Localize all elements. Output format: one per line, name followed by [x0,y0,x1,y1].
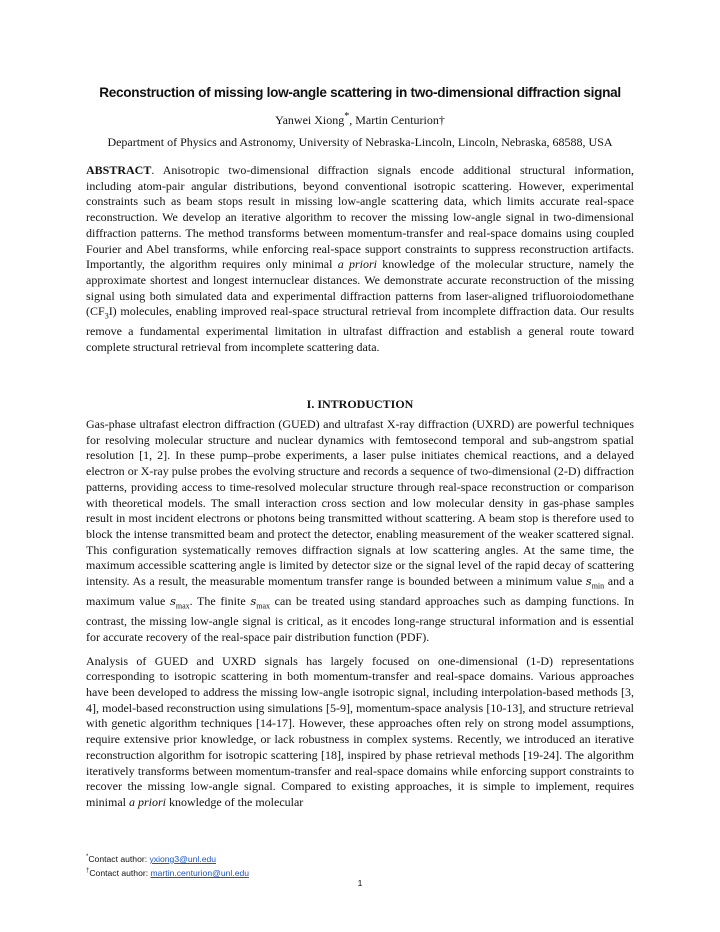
section-heading: I. INTRODUCTION [306,397,414,411]
author-list [86,108,634,129]
math-symbol: s [169,594,176,609]
footnote-label: Contact author: [88,853,150,864]
abstract-paragraph [86,163,634,356]
math-symbol: s [250,594,257,609]
intro-text: . The finite [189,594,251,609]
email-link[interactable]: martin.centurion@unl.edu [150,868,250,879]
intro-text: knowledge of the molecular [166,794,304,809]
footnote [86,851,486,865]
subscript: 3 [104,311,109,321]
paper-title: Reconstruction of missing low-angle scattering in two-dimensional diffraction signal [99,85,621,100]
math-symbol: s [585,574,592,589]
math-subscript: max [175,601,190,611]
footnote-label: Contact author: [89,868,151,879]
intro-text: and a maximum value [86,574,634,609]
author-name: Martin Centurion† [355,113,445,127]
intro-paragraph [86,417,634,646]
author-name: Yanwei Xiong [275,113,345,127]
page-number: 1 [357,878,363,888]
intro-text: Gas-phase ultrafast electron diffraction (GUED) and ultrafast X-ray diffraction (UXRD) are powerful techniques for resolving molecular structure and nuclear dynamics with femtosecond temporal and sub-angstrom spatial resolution [1, 2]. In these pump–probe experiments, a laser pulse initiates chemical reactions, and a delayed electron or X-ray pulse probes the evolving structure and records a sequence of two-dimensional (2-D) diffraction patterns, providing access to time-resolved molecular structure through real-space reconstruction or comparison with theoretical models. The small interaction cross section and low molecular density in gas-phase samples result in most incident electrons or photons being transmitted without scattering. A beam stop is therefore used to block the intense transmitted beam and protect the detector, enabling measurement of the weaker scattered signal. This configuration systematically removes diffraction signals at low scattering angles. At the same time, the maximum accessible scattering angle is limited by detector size or the signal level of the rapid decay of scattering intensity. As a result, the measurable momentum transfer range is bounded between a minimum value [86,417,634,589]
math-subscript: max [256,601,271,611]
intro-italic: a priori [129,794,167,809]
author-mark: * [344,111,350,122]
abstract [86,163,634,356]
math-subscript: min [591,581,605,591]
introduction [86,417,634,811]
footnote-mark: † [86,868,90,875]
author-separator: , [349,113,356,127]
intro-text: can be treated using standard approaches such as damping functions. In contrast, the missing low-angle signal is critical, as it encodes long-range structural information and is essential for accurate recovery of the real-space pair distribution function (PDF). [86,594,634,644]
affiliation: Department of Physics and Astronomy, University of Nebraska-Lincoln, Lincoln, Nebraska, 68588, USA [107,135,613,149]
footnotes [86,851,486,880]
abstract-text: . Anisotropic two-dimensional diffraction signals encode additional structural information, including atom-pair angular distributions, beyond conventional isotropic scattering. However, experimental constraints such as beam stops result in missing low-angle scattering data, which limits accurate real-space reconstruction. We develop an iterative algorithm to recover the missing low-angle signal in two-dimensional diffraction patterns. The method transforms between momentum-transfer and real-space domains using coupled Fourier and Abel transforms, while enforcing real-space support constraints to suppress reconstruction artifacts. Importantly, the algorithm requires only minimal [86,163,634,272]
abstract-text: I) molecules, enabling improved real-space structural retrieval from incomplete diffraction data. Our results remove a fundamental experimental limitation in ultrafast diffraction and establish a general route toward complete structural retrieval from incomplete scattering data. [86,304,634,355]
footnote-mark: * [86,854,89,860]
abstract-text: knowledge of the molecular structure, namely the approximate shortest and longest internuclear distances. We demonstrate accurate reconstruction of the missing signal using both simulated data and experimental diffraction patterns from laser-aligned trifluoroiodomethane (CF [86,257,634,319]
email-link[interactable]: yxiong3@unl.edu [149,853,217,864]
abstract-label: ABSTRACT [86,163,152,177]
intro-paragraph [86,654,634,811]
intro-text: Analysis of GUED and UXRD signals has largely focused on one-dimensional (1-D) representations corresponding to isotropic scattering in both momentum-transfer and real-space domains. Various approaches have been developed to address the missing low-angle isotropic signal, including interpolation-based methods [3, 4], model-based reconstruction using simulations [5-9], momentum-space analysis [10-13], and structure retrieval with genetic algorithm techniques [14-17]. However, these approaches often rely on strong model assumptions, require extensive prior knowledge, or lack robustness in complex systems. Recently, we introduced an iterative reconstruction algorithm for isotropic scattering [18], inspired by phase retrieval methods [19-24]. The algorithm iteratively transforms between momentum-transfer and real-space domains while enforcing support constraints to recover the missing low-angle signal. Compared to existing approaches, it is simple to implement, requires minimal [86,653,634,809]
abstract-italic: a priori [337,257,377,272]
